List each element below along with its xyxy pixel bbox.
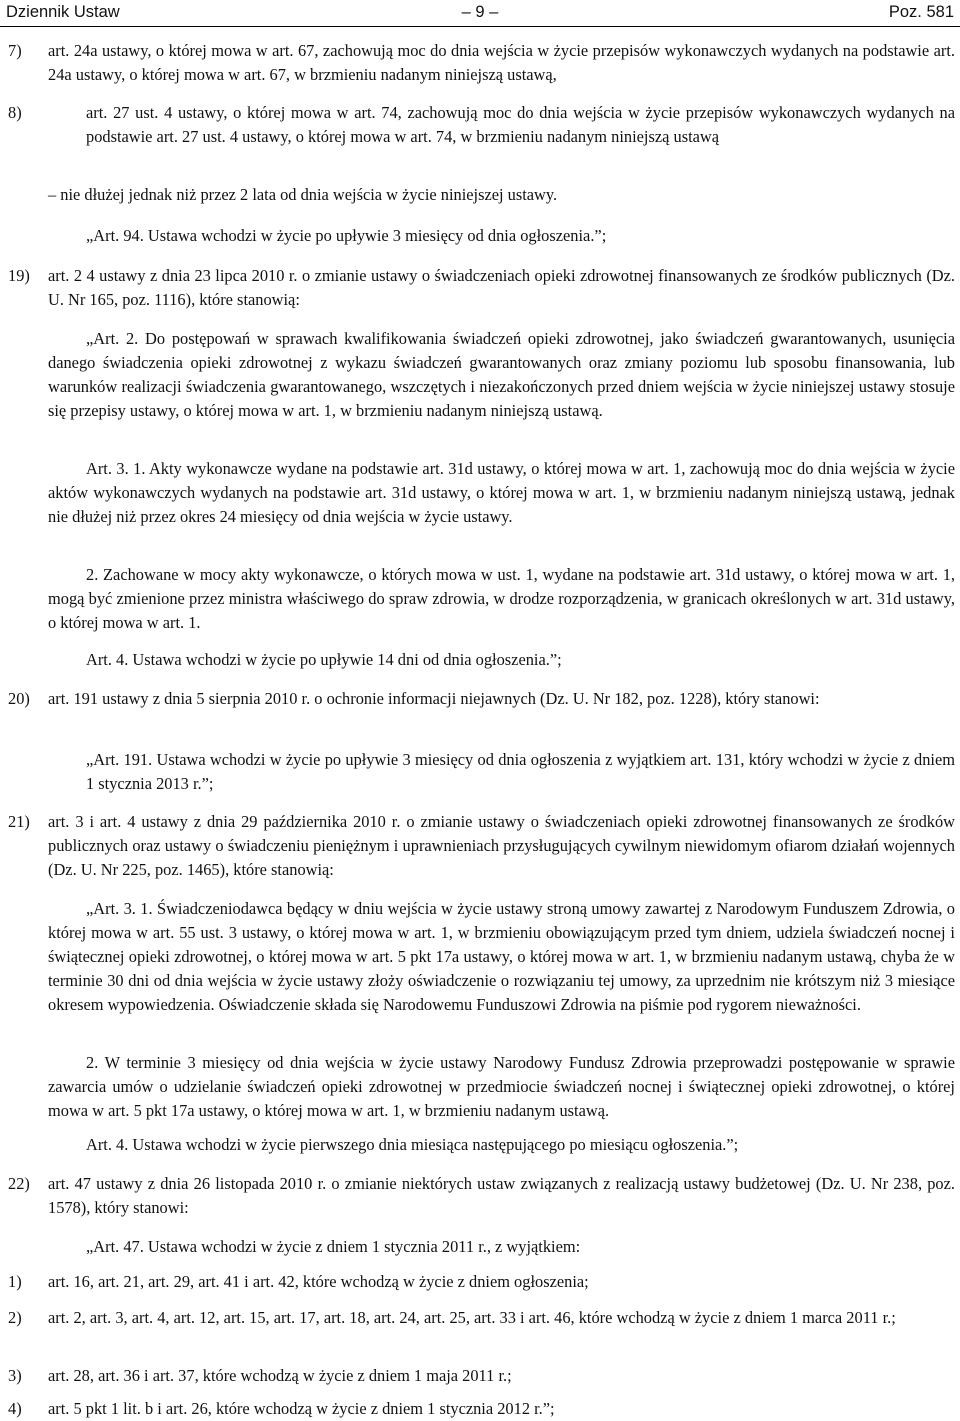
quoted-article: Art. 3. 1. Akty wykonawcze wydane na podstawie art. 31d ustawy, o której mowa w art. 1, zachowują moc do dnia wejścia w życie aktów wykonawczych wydanych na podstawie art. 31d ustawy, o której mowa w art. 1, w brzmieniu nadanym niniejszą ustawą, jednak nie dłużej niż przez okres 24 miesięcy od dnia wejścia w życie ustawy.: [48, 459, 955, 526]
list-item-text: art. 16, art. 21, art. 29, art. 41 i art. 42, które wchodzą w życie z dniem ogłoszenia;: [48, 1272, 589, 1291]
list-item-number: 3): [8, 1366, 22, 1385]
position-number: Poz. 581: [888, 3, 954, 21]
list-item-number: 8): [8, 103, 22, 122]
quoted-article: Art. 4. Ustawa wchodzi w życie po upływie 14 dni od dnia ogłoszenia.”;: [86, 650, 562, 669]
list-item-number: 22): [8, 1174, 30, 1193]
list-item-text: art. 24a ustawy, o której mowa w art. 67, zachowują moc do dnia wejścia w życie przepisów wykonawczych wydanych na podstawie art. 24a ustawy, o której mowa w art. 67, w brzmieniu nadanym niniejszą ustawą,: [48, 41, 955, 84]
quoted-article: „Art. 191. Ustawa wchodzi w życie po upływie 3 miesięcy od dnia ogłoszenia z wyjątkiem art. 131, który wchodzi w życie z dniem 1 stycznia 2013 r.”;: [86, 750, 955, 793]
list-item-number: 20): [8, 689, 30, 708]
list-item-text: art. 27 ust. 4 ustawy, o której mowa w art. 74, zachowują moc do dnia wejścia w życie przepisów wykonawczych wydanych na podstawie art. 27 ust. 4 ustawy, o której mowa w art. 74, w brzmieniu nadanym niniejszą ustawą: [86, 103, 955, 146]
list-item-number: 1): [8, 1272, 22, 1291]
quoted-article: „Art. 2. Do postępowań w sprawach kwalifikowania świadczeń opieki zdrowotnej, jako świadczeń gwarantowanych, usunięcia danego świadczenia opieki zdrowotnej z wykazu świadczeń gwarantowanych oraz zmiany poziomu lub sposobu finansowania, lub warunków realizacji świadczenia gwarantowanego, wszczętych i niezakończonych przed dniem wejścia w życie niniejszej ustawy stosuje się przepisy ustawy, o której mowa w art. 1, w brzmieniu nadanym niniejszą ustawą.: [48, 329, 955, 420]
list-item-number: 19): [8, 266, 30, 285]
list-item-text: art. 47 ustawy z dnia 26 listopada 2010 r. o zmianie niektórych ustaw związanych z realizacją ustawy budżetowej (Dz. U. Nr 238, poz. 1578), który stanowi:: [48, 1174, 955, 1217]
quoted-article: 2. W terminie 3 miesięcy od dnia wejścia w życie ustawy Narodowy Fundusz Zdrowia przeprowadzi postępowanie w sprawie zawarcia umów o udzielanie świadczeń opieki zdrowotnej w przedmiocie świadczeń nocnej i świątecznej opieki zdrowotnej, o której mowa w art. 5 pkt 17a ustawy, o której mowa w art. 1, w brzmieniu nadanym ustawą.: [48, 1053, 955, 1120]
journal-title: Dziennik Ustaw: [6, 3, 120, 21]
list-item-text: art. 28, art. 36 i art. 37, które wchodzą w życie z dniem 1 maja 2011 r.;: [48, 1366, 512, 1385]
list-item-text: art. 2 4 ustawy z dnia 23 lipca 2010 r. o zmianie ustawy o świadczeniach opieki zdrowotnej finansowanych ze środków publicznych (Dz. U. Nr 165, poz. 1116), które stanowią:: [48, 266, 955, 309]
page-header: [0, 0, 960, 27]
closing-clause: – nie dłużej jednak niż przez 2 lata od dnia wejścia w życie niniejszej ustawy.: [48, 185, 558, 204]
quoted-article: „Art. 47. Ustawa wchodzi w życie z dniem 1 stycznia 2011 r., z wyjątkiem:: [86, 1237, 581, 1256]
list-item-number: 4): [8, 1399, 22, 1418]
quoted-article: „Art. 94. Ustawa wchodzi w życie po upływie 3 miesięcy od dnia ogłoszenia.”;: [86, 226, 607, 245]
quoted-article: 2. Zachowane w mocy akty wykonawcze, o których mowa w ust. 1, wydane na podstawie art. 31d ustawy, o której mowa w art. 1, mogą być zmienione przez ministra właściwego do spraw zdrowia, w drodze rozporządzenia, w granicach określonych w art. 31d ustawy, o której mowa w art. 1.: [48, 565, 955, 632]
list-item-text: art. 5 pkt 1 lit. b i art. 26, które wchodzą w życie z dniem 1 stycznia 2012 r.”;: [48, 1399, 555, 1418]
quoted-article: „Art. 3. 1. Świadczeniodawca będący w dniu wejścia w życie ustawy stroną umowy zawartej z Narodowym Funduszem Zdrowia, o której mowa w art. 55 ust. 3 ustawy, o której mowa w art. 1, w brzmieniu obowiązującym przed tym dniem, udziela świadczeń nocnej i świątecznej opieki zdrowotnej, o której mowa w art. 5 pkt 17a ustawy, o której mowa w art. 1, w brzmieniu nadanym ustawą, chyba że w terminie 30 dni od dnia wejścia w życie ustawy złoży oświadczenie o rozwiązaniu tej umowy, za uprzednim nie krótszym niż 3 miesiące okresem wypowiedzenia. Oświadczenie składa się Narodowemu Funduszowi Zdrowia na piśmie pod rygorem nieważności.: [48, 899, 955, 1014]
list-item-number: 2): [8, 1308, 22, 1327]
page-number: – 9 –: [461, 3, 499, 21]
list-item-number: 7): [8, 41, 22, 60]
quoted-article: Art. 4. Ustawa wchodzi w życie pierwszego dnia miesiąca następującego po miesiącu ogłoszenia.”;: [86, 1135, 739, 1154]
list-item-number: 21): [8, 812, 30, 831]
list-item-text: art. 2, art. 3, art. 4, art. 12, art. 15, art. 17, art. 18, art. 24, art. 25, art. 33 i art. 46, które wchodzą w życie z dniem 1 marca 2011 r.;: [48, 1308, 896, 1327]
list-item-text: art. 3 i art. 4 ustawy z dnia 29 października 2010 r. o zmianie ustawy o świadczeniach opieki zdrowotnej finansowanych ze środków publicznych oraz ustawy o świadczeniu pieniężnym i uprawnieniach przysługujących cywilnym niewidomym ofiarom działań wojennych (Dz. U. Nr 225, poz. 1465), które stanowią:: [48, 812, 955, 879]
list-item-text: art. 191 ustawy z dnia 5 sierpnia 2010 r. o ochronie informacji niejawnych (Dz. U. Nr 182, poz. 1228), który stanowi:: [48, 689, 820, 708]
